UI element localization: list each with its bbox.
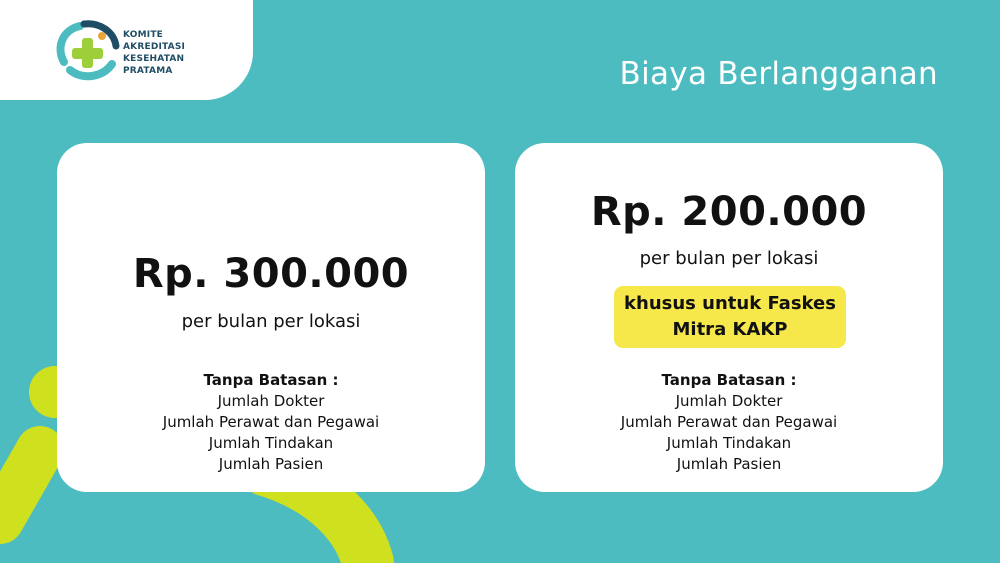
logo-line: AKREDITASI: [123, 42, 186, 52]
kakp-logo-icon: [54, 20, 120, 82]
partner-badge: [614, 286, 846, 348]
price-period: per bulan per lokasi: [639, 248, 819, 269]
logo-line: KESEHATAN: [123, 54, 185, 64]
badge-line: Mitra KAKP: [672, 319, 788, 340]
page-title: Biaya Berlangganan: [619, 56, 938, 92]
pricing-card-standard: [57, 143, 485, 492]
logo-line: KOMITE: [123, 30, 164, 40]
feature-item: Jumlah Pasien: [218, 455, 324, 473]
feature-item: Jumlah Pasien: [676, 455, 782, 473]
pricing-card-partner: [515, 143, 943, 492]
feature-item: Jumlah Dokter: [675, 392, 783, 410]
feature-item: Jumlah Tindakan: [208, 434, 334, 452]
feature-list: [515, 370, 943, 475]
price: Rp. 200.000: [590, 189, 868, 235]
feature-list-title: Tanpa Batasan :: [203, 371, 339, 389]
feature-list-title: Tanpa Batasan :: [661, 371, 797, 389]
logo-container: [0, 0, 253, 100]
badge-line: khusus untuk Faskes: [624, 293, 836, 314]
price-period: per bulan per lokasi: [181, 311, 361, 332]
feature-item: Jumlah Dokter: [217, 392, 325, 410]
feature-item: Jumlah Perawat dan Pegawai: [162, 413, 380, 431]
feature-item: Jumlah Perawat dan Pegawai: [620, 413, 838, 431]
feature-item: Jumlah Tindakan: [666, 434, 792, 452]
price: Rp. 300.000: [132, 251, 410, 297]
feature-list: [57, 370, 485, 475]
logo-wordmark: [123, 29, 185, 77]
logo-line: PRATAMA: [123, 66, 173, 76]
